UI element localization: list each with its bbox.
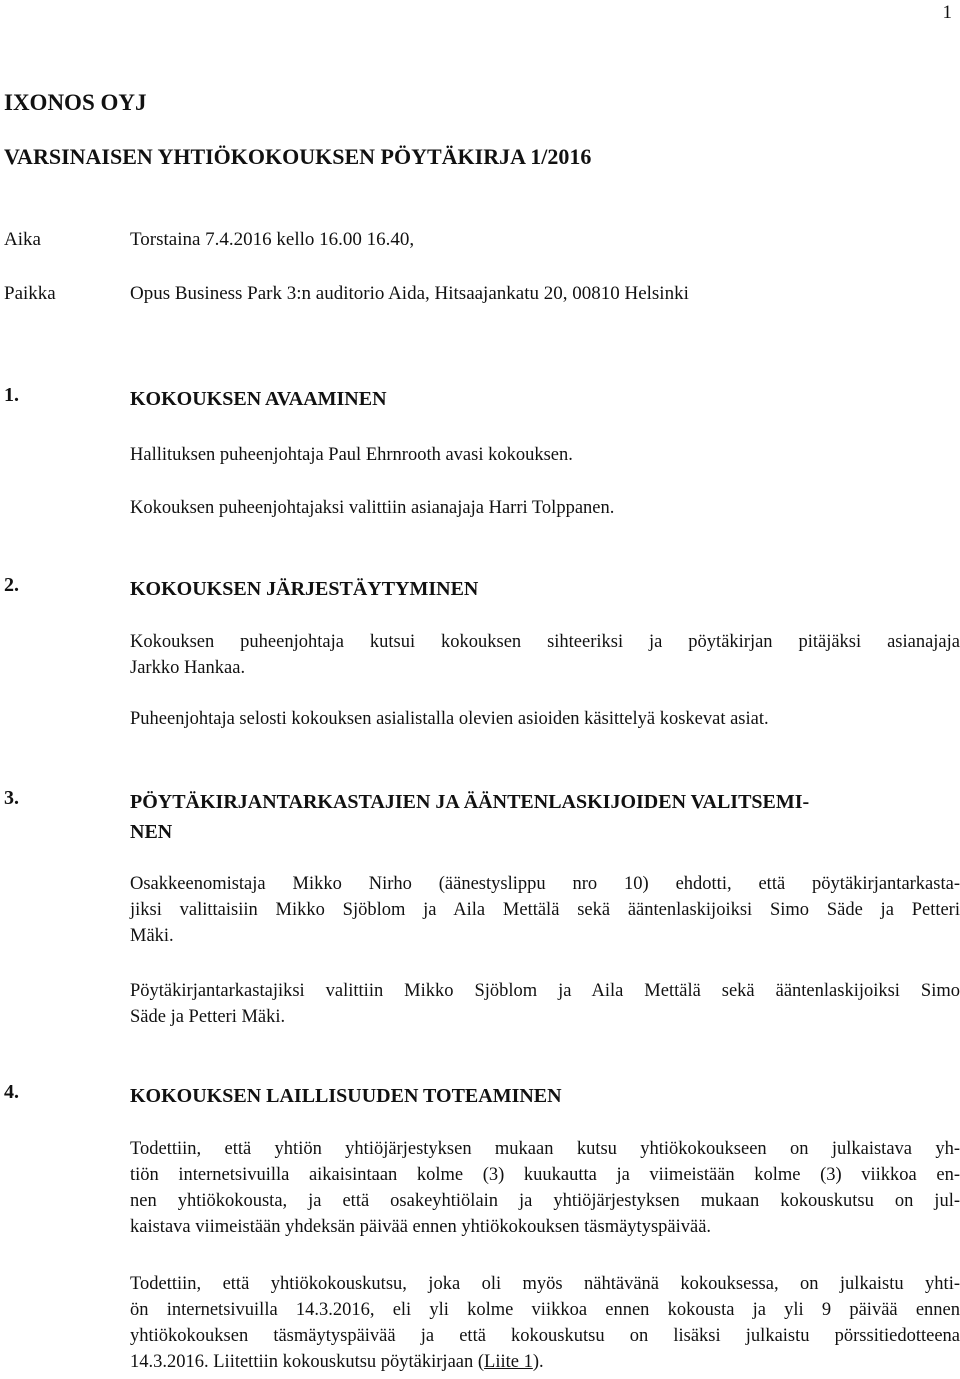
section-1-paragraph-2: Kokouksen puheenjohtajaksi valittiin asianajaja Harri Tolppanen. (130, 498, 615, 518)
section-4-paragraph-2 (130, 1271, 960, 1375)
place-value: Opus Business Park 3:n auditorio Aida, Hitsaajankatu 20, 00810 Helsinki (130, 283, 689, 304)
attachment-link[interactable]: Liite 1 (484, 1352, 533, 1372)
place-label: Paikka (4, 283, 56, 304)
paragraph-line-last (130, 1349, 960, 1375)
meta-time-row (4, 229, 414, 251)
document-title: VARSINAISEN YHTIÖKOKOUKSEN PÖYTÄKIRJA 1/2016 (4, 144, 592, 169)
section-4-title: KOKOUKSEN LAILLISUUDEN TOTEAMINEN (130, 1085, 562, 1107)
section-4-paragraph-1 (130, 1136, 960, 1240)
section-2-number: 2. (4, 574, 19, 596)
paragraph-line: Todettiin, että yhtiökokouskutsu, joka oli myös nähtävänä kokouksessa, on julkaistu yhti- (130, 1274, 960, 1294)
section-1-number: 1. (4, 384, 19, 406)
section-3-paragraph-2 (130, 978, 960, 1030)
section-1-title: KOKOUKSEN AVAAMINEN (130, 388, 387, 410)
section-2-paragraph-1 (130, 629, 960, 681)
paragraph-line: yhtiökokouksen täsmäytyspäivää ja että kokouskutsu on lisäksi julkaistu pörssitiedotteena (130, 1326, 960, 1346)
paragraph-line-text: 14.3.2016. Liitettiin kokouskutsu pöytäkirjaan ( (130, 1352, 485, 1372)
section-2-paragraph-2: Puheenjohtaja selosti kokouksen asialistalla olevien asioiden käsittelyä koskevat asiat. (130, 709, 769, 729)
paragraph-line: jiksi valittaisiin Mikko Sjöblom ja Aila Mettälä sekä ääntenlaskijoiksi Simo Säde ja Petteri (130, 900, 960, 920)
section-3-title-line-2: NEN (130, 821, 173, 843)
paragraph-line: Säde ja Petteri Mäki. (130, 1007, 286, 1027)
section-3-title-line-1: PÖYTÄKIRJANTARKASTAJIEN JA ÄÄNTENLASKIJOIDEN VALITSEMI- (130, 791, 810, 813)
page-number: 1 (942, 2, 952, 23)
paragraph-line: nen yhtiökokousta, ja että osakeyhtiölain ja yhtiöjärjestyksen mukaan kokouskutsu on jul- (130, 1191, 960, 1211)
section-1-paragraph-1: Hallituksen puheenjohtaja Paul Ehrnrooth avasi kokouksen. (130, 445, 573, 465)
paragraph-line: Osakkeenomistaja Mikko Nirho (äänestyslippu nro 10) ehdotti, että pöytäkirjantarkasta- (130, 874, 960, 894)
paragraph-line: ön internetsivuilla 14.3.2016, eli yli kolme viikkoa ennen kokousta ja yli 9 päivää ennen (130, 1300, 960, 1320)
company-name: IXONOS OYJ (4, 90, 147, 115)
paragraph-line: Kokouksen puheenjohtaja kutsui kokouksen sihteeriksi ja pöytäkirjan pitäjäksi asianajaja (130, 632, 960, 652)
section-3-number: 3. (4, 787, 19, 809)
paragraph-line: Pöytäkirjantarkastajiksi valittiin Mikko Sjöblom ja Aila Mettälä sekä ääntenlaskijoiksi Simo (130, 981, 960, 1001)
section-3-paragraph-1 (130, 871, 960, 949)
paragraph-line: Jarkko Hankaa. (130, 658, 246, 678)
meta-place-row (4, 283, 689, 305)
time-label: Aika (4, 229, 41, 250)
paragraph-line: tiön internetsivuilla aikaisintaan kolme (3) kuukautta ja viimeistään kolme (3) viikkoa en- (130, 1165, 960, 1185)
section-4-number: 4. (4, 1081, 19, 1103)
paragraph-line: Mäki. (130, 926, 174, 946)
attachment-suffix: ). (532, 1352, 544, 1372)
paragraph-line: Todettiin, että yhtiön yhtiöjärjestyksen mukaan kutsu yhtiökokoukseen on julkaistava yh- (130, 1139, 960, 1159)
section-3-title (130, 787, 930, 847)
paragraph-line: kaistava viimeistään yhdeksän päivää ennen yhtiökokouksen täsmäytyspäivää. (130, 1217, 712, 1237)
time-value: Torstaina 7.4.2016 kello 16.00 16.40, (130, 229, 415, 250)
section-2-title: KOKOUKSEN JÄRJESTÄYTYMINEN (130, 578, 479, 600)
